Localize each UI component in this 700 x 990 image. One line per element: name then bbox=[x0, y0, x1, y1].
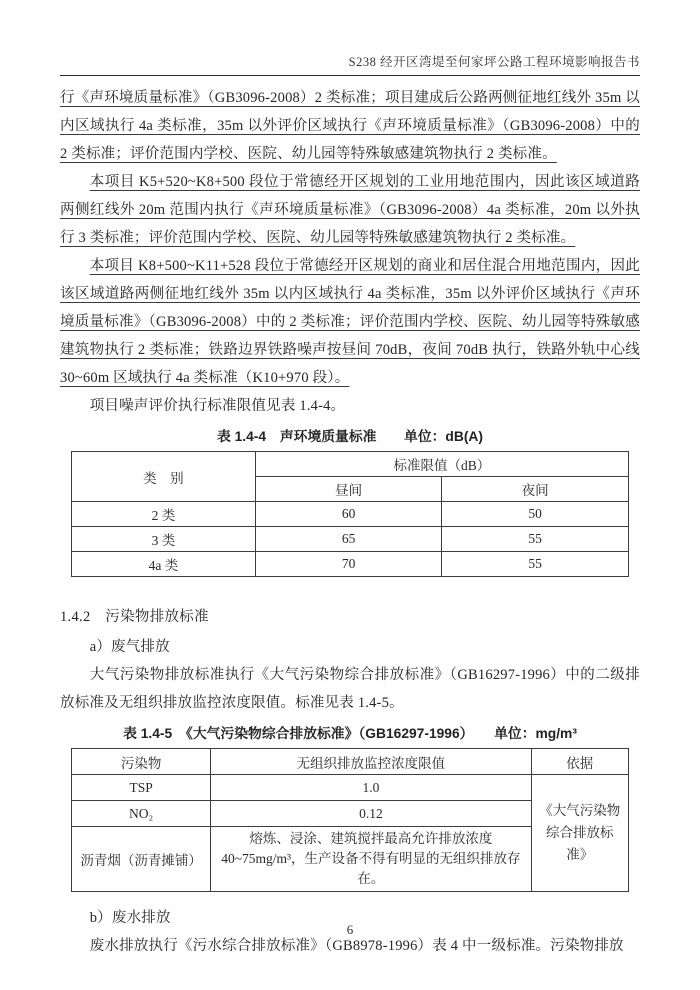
table-1-4-4-title: 表 1.4-4 声环境质量标准 单位：dB(A) bbox=[217, 429, 483, 444]
table-1-4-5-title: 表 1.4-5 《大气污染物综合排放标准》（GB16297-1996） 单位：mg/m³ bbox=[123, 726, 577, 741]
paragraph-noise-standard-continuation: 行《声环境质量标准》（GB3096-2008）2 类标准；项目建成后公路两侧征地红线外 35m 以内区域执行 4a 类标准，35m 以外评价区域执行《声环境质量标准》（GB3096-2008）中的 2 类标准；评价范围内学校、医院、幼儿园等特殊敏感建筑物执行 2 类标准。 bbox=[60, 90, 640, 162]
night-value-cell: 55 bbox=[442, 527, 629, 552]
page-footer bbox=[0, 922, 700, 938]
paragraph-commercial-segment: 本项目 K8+500~K11+528 段位于常德经开区规划的商业和居住混合用地范围内，因此该区域道路两侧征地红线外 35m 以内区域执行 4a 类标准，35m 以外评价区域执行《声环境质量标准》（GB3096-2008）中的 2 类标准；评价范围内学校、医院、幼儿园等特殊敏感建筑物执行 2 类标准；铁路边界铁路噪声按昼间 70dB，夜间 70dB 执行，铁路外轨中心线 30~60m 区域执行 4a 类标准（K10+970 段）。 bbox=[60, 258, 640, 386]
day-value-cell: 70 bbox=[255, 552, 442, 577]
limit-cell: 熔炼、浸涂、建筑搅拌最高允许排放浓度 40~75mg/m³，生产设备不得有明显的无组织排放存在。 bbox=[211, 827, 531, 892]
limit-header-cell: 标准限值（dB） bbox=[255, 452, 628, 477]
basis-cell: 《大气污染物综合排放标准》 bbox=[531, 775, 628, 892]
air-pollutant-emission-table bbox=[71, 748, 629, 892]
table-row bbox=[72, 775, 629, 801]
night-header-cell: 夜间 bbox=[442, 477, 629, 502]
paragraph-water-emission-standard: 废水排放执行《污水综合排放标准》（GB8978-1996）表 4 中一级标准。污染物排放 bbox=[89, 938, 624, 954]
pollutant-cell: TSP bbox=[72, 775, 211, 801]
pollutant-cell: 沥青烟（沥青摊铺） bbox=[72, 827, 211, 892]
night-value-cell: 55 bbox=[442, 552, 629, 577]
day-value-cell: 60 bbox=[255, 502, 442, 527]
table-row bbox=[72, 527, 629, 552]
category-header-cell: 类 别 bbox=[72, 452, 256, 502]
night-value-cell: 50 bbox=[442, 502, 629, 527]
day-value-cell: 65 bbox=[255, 527, 442, 552]
report-title: S238 经开区湾堤至何家坪公路工程环境影响报告书 bbox=[348, 55, 640, 69]
paragraph-industrial-segment: 本项目 K5+520~K8+500 段位于常德经开区规划的工业用地范围内，因此该区域道路两侧红线外 20m 范围内执行《声环境质量标准》（GB3096-2008）4a 类标准，20m 以外执行 3 类标准；评价范围内学校、医院、幼儿园等特殊敏感建筑物执行 2 类标准。 bbox=[60, 174, 640, 246]
section-1-4-2-heading: 1.4.2 污染物排放标准 bbox=[60, 609, 209, 625]
body-text bbox=[60, 84, 640, 420]
limit-cell: 1.0 bbox=[211, 775, 531, 801]
category-cell: 3 类 bbox=[72, 527, 256, 552]
paragraph-table-reference: 项目噪声评价执行标准限值见表 1.4-4。 bbox=[89, 398, 346, 414]
limit-cell: 0.12 bbox=[211, 801, 531, 827]
page-number: 6 bbox=[346, 922, 354, 937]
pollutant-header-cell: 污染物 bbox=[72, 749, 211, 775]
limit-header-cell: 无组织排放监控浓度限值 bbox=[211, 749, 531, 775]
noise-quality-standard-table bbox=[71, 451, 629, 577]
item-a-waste-gas: a）废气排放 bbox=[89, 639, 170, 655]
category-cell: 2 类 bbox=[72, 502, 256, 527]
paragraph-air-emission-standard: 大气污染物排放标准执行《大气污染物综合排放标准》（GB16297-1996）中的二级排放标准及无组织排放监控浓度限值。标准见表 1.4-5。 bbox=[60, 667, 640, 711]
page-header bbox=[60, 52, 640, 76]
day-header-cell: 昼间 bbox=[255, 477, 442, 502]
table-header-row bbox=[72, 749, 629, 775]
item-b-waste-water: b）废水排放 bbox=[89, 910, 171, 926]
category-cell: 4a 类 bbox=[72, 552, 256, 577]
table-header-row bbox=[72, 452, 629, 477]
table-row bbox=[72, 502, 629, 527]
pollutant-cell: NO₂ bbox=[72, 801, 211, 827]
basis-header-cell: 依据 bbox=[531, 749, 628, 775]
table-row bbox=[72, 552, 629, 577]
